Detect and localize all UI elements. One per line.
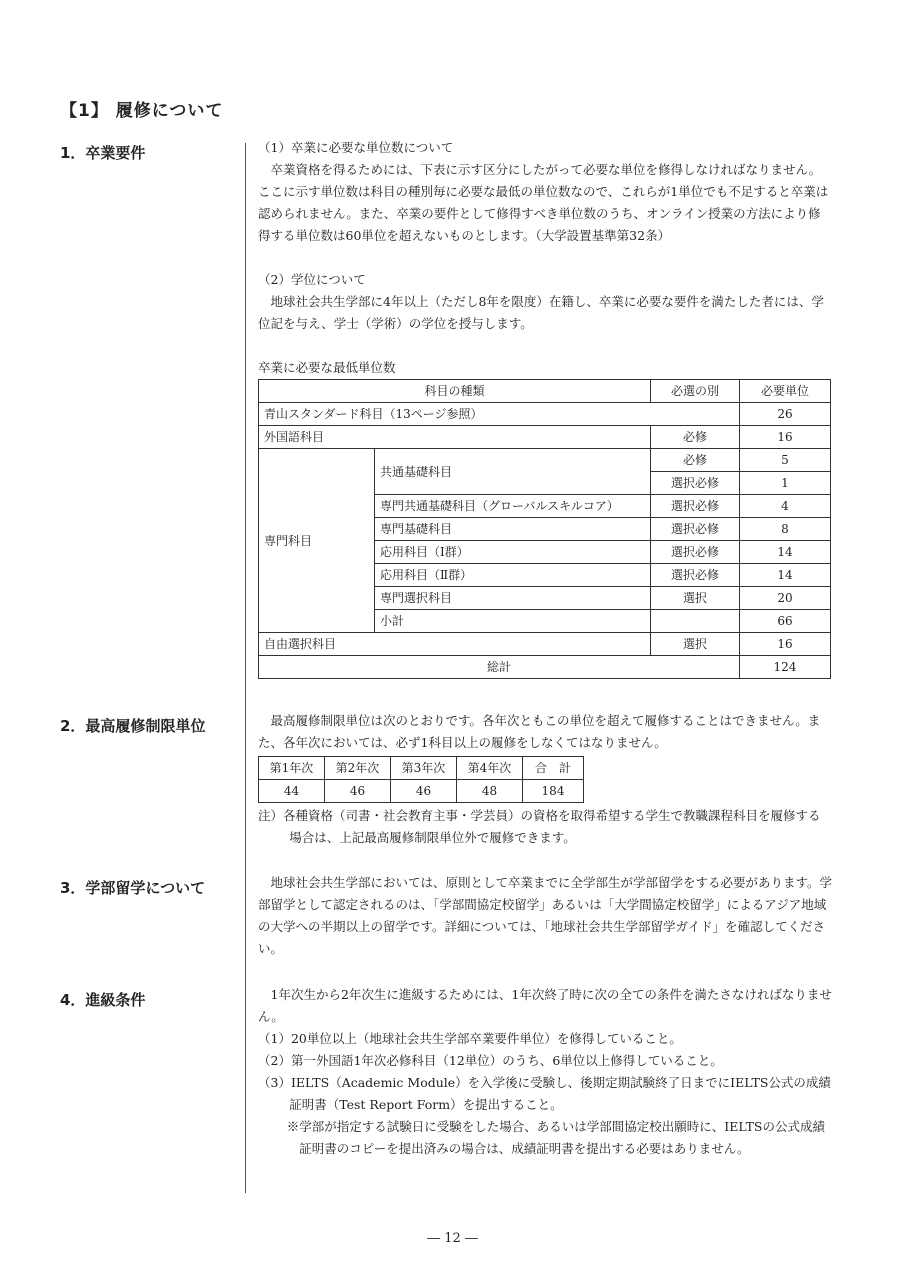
section-2-label: 2．最高履修制限単位 [60, 717, 206, 735]
jiyu-sentaku-req: 選択 [651, 633, 740, 656]
year-value: 44 [259, 780, 325, 803]
section-3-content [258, 872, 832, 960]
year-header: 第4年次 [457, 757, 523, 780]
kyotsu-units-1: 5 [740, 449, 831, 472]
kyotsu-req-1: 必修 [651, 449, 740, 472]
total-cell: 総計 [259, 656, 740, 679]
aoyama-standard-cell: 青山スタンダード科目（13ページ参照） [259, 403, 740, 426]
table-row-units: 14 [740, 564, 831, 587]
table-row-name: 専門基礎科目 [375, 518, 651, 541]
year-header: 第2年次 [325, 757, 391, 780]
section-1-label: 1．卒業要件 [60, 144, 146, 162]
section-4-label: 4．進級条件 [60, 991, 146, 1009]
graduation-units-title: （1）卒業に必要な単位数について [258, 140, 454, 155]
header-kind: 科目の種類 [259, 380, 651, 403]
year-value: 46 [325, 780, 391, 803]
section-3-label: 3．学部留学について [60, 879, 206, 897]
kyotsu-units-2: 1 [740, 472, 831, 495]
subtotal-units: 66 [740, 610, 831, 633]
study-abroad-body: 地球社会共生学部においては、原則として卒業までに全学部生が学部留学をする必要があります。学部留学として認定されるのは、「学部間協定校留学」あるいは「大学間協定校留学」によるアジア地域の大学への半期以上の留学です。詳細については、「地球社会共生学部留学ガイド」を確認してください。 [258, 875, 833, 956]
senmon-cell: 専門科目 [259, 449, 375, 633]
promotion-note: ※学部が指定する試験日に受験をした場合、あるいは学部間協定校出願時に、IELTSの公式成績証明書のコピーを提出済みの場合は、成績証明書を提出する必要はありません。 [286, 1119, 825, 1156]
degree-body: 地球社会共生学部に4年以上（ただし8年を限度）在籍し、卒業に必要な要件を満たした者には、学位記を与え、学士（学術）の学位を授与します。 [258, 294, 824, 331]
max-units-body: 最高履修制限単位は次のとおりです。各年次ともこの単位を超えて履修することはできません。また、各年次においては、必ず1科目以上の履修をしなくてはなりません。 [258, 713, 821, 750]
year-header: 第3年次 [391, 757, 457, 780]
year-value: 46 [391, 780, 457, 803]
foreign-language-units: 16 [740, 426, 831, 449]
promotion-body: 1年次生から2年次生に進級するためには、1年次終了時に次の全ての条件を満たさなければなりません。 [258, 987, 832, 1024]
year-header: 第1年次 [259, 757, 325, 780]
total-units: 124 [740, 656, 831, 679]
kyotsu-kiso-cell: 共通基礎科目 [375, 449, 651, 495]
table-row-units: 8 [740, 518, 831, 541]
table-row-req: 選択 [651, 587, 740, 610]
foreign-language-cell: 外国語科目 [259, 426, 651, 449]
graduation-units-body: 卒業資格を得るためには、下表に示す区分にしたがって必要な単位を修得しなければなりません。ここに示す単位数は科目の種別毎に必要な最低の単位数なので、これらが1単位でも不足すると卒業は認められません。また、卒業の要件として修得すべき単位数のうち、オンライン授業の方法により修得する単位数は60単位を超えないものとします。（大学設置基準第32条） [258, 162, 829, 243]
table-row-req: 選択必修 [651, 495, 740, 518]
table-row-name: 応用科目（Ⅱ群） [375, 564, 651, 587]
table-row-units: 20 [740, 587, 831, 610]
header-units: 必要単位 [740, 380, 831, 403]
table-row-name: 専門選択科目 [375, 587, 651, 610]
jiyu-sentaku-cell: 自由選択科目 [259, 633, 651, 656]
units-table-caption: 卒業に必要な最低単位数 [258, 360, 396, 375]
aoyama-standard-units: 26 [740, 403, 831, 426]
table-row-name: 専門共通基礎科目（グローバルスキルコア） [375, 495, 651, 518]
header-required: 必選の別 [651, 380, 740, 403]
subtotal-req [651, 610, 740, 633]
jiyu-sentaku-units: 16 [740, 633, 831, 656]
year-value: 48 [457, 780, 523, 803]
section-4-content [258, 984, 832, 1160]
promotion-item-2: （2）第一外国語1年次必修科目（12単位）のうち、6単位以上修得していること。 [258, 1053, 723, 1068]
table-row-req: 選択必修 [651, 518, 740, 541]
table-row-name: 応用科目（Ⅰ群） [375, 541, 651, 564]
required-units-table [258, 379, 831, 679]
foreign-language-req: 必修 [651, 426, 740, 449]
table-row-req: 選択必修 [651, 541, 740, 564]
page-heading: 【1】 履修について [60, 101, 224, 121]
total-header: 合 計 [523, 757, 584, 780]
promotion-item-3: （3）IELTS（Academic Module）を入学後に受験し、後期定期試験終了日までにIELTS公式の成績証明書（Test Report Form）を提出すること。 [258, 1075, 831, 1112]
section-2-content [258, 710, 832, 849]
total-value: 184 [523, 780, 584, 803]
page-number: ― 12 ― [427, 1231, 478, 1246]
table-row-req: 選択必修 [651, 564, 740, 587]
table-row-units: 14 [740, 541, 831, 564]
section-1-content [258, 137, 832, 679]
max-units-note: 注）各種資格（司書・社会教育主事・学芸員）の資格を取得希望する学生で教職課程科目を履修する場合は、上記最高履修制限単位外で履修できます。 [258, 808, 821, 845]
degree-title: （2）学位について [258, 272, 366, 287]
max-units-table [258, 756, 584, 803]
table-row-units: 4 [740, 495, 831, 518]
kyotsu-req-2: 選択必修 [651, 472, 740, 495]
promotion-item-1: （1）20単位以上（地球社会共生学部卒業要件単位）を修得していること。 [258, 1031, 682, 1046]
section-divider-line [245, 143, 246, 1193]
subtotal-cell: 小計 [375, 610, 651, 633]
